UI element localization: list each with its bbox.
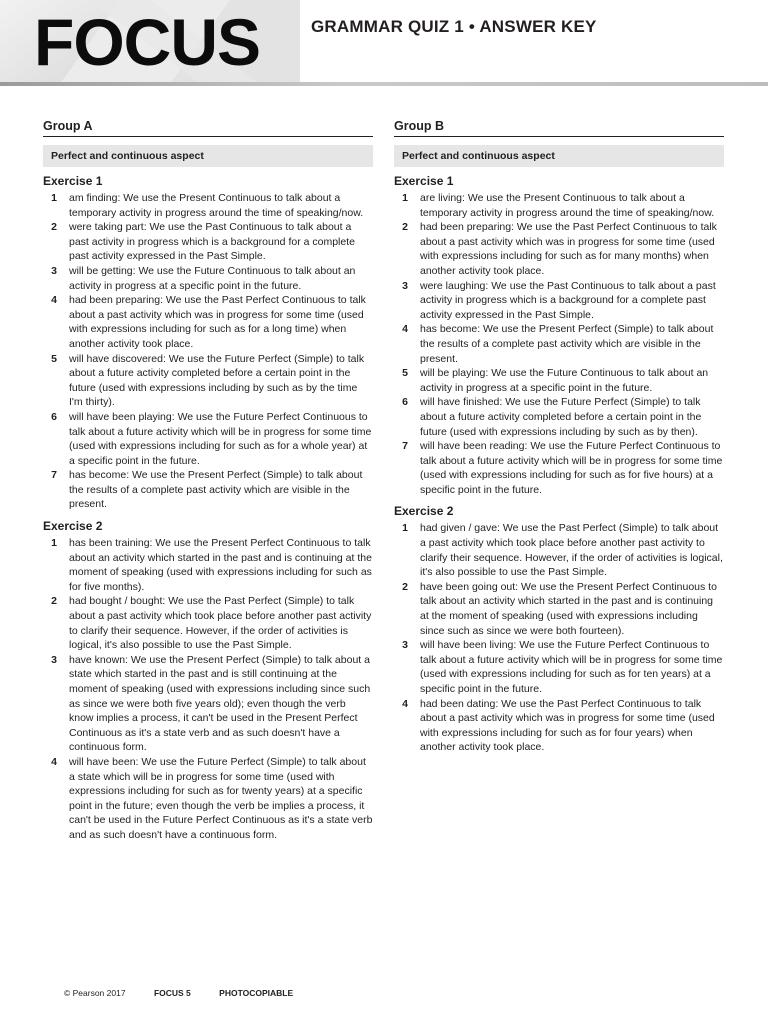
group-b-exercise-1-title: Exercise 1 [394,174,454,188]
footer-photocopiable: PHOTOCOPIABLE [219,988,294,998]
group-a-exercise-2-list [43,536,373,842]
group-b-exercise-1-list [394,191,724,497]
answer-number: 3 [51,264,57,277]
answer-item [43,410,373,468]
answer-item [394,521,724,579]
answer-number: 3 [402,639,408,652]
group-b-exercise-2-title: Exercise 2 [394,504,454,519]
answer-text: will have finished: We use the Future Perfect (Simple) to talk about a future activity completed before a certain point in the future (used with expressions including by such as by then). [420,396,702,438]
answer-item [394,439,724,497]
page-header [0,0,768,92]
answer-item [394,279,724,323]
page-footer [64,988,319,998]
answer-number: 4 [402,323,408,336]
answer-text: will be playing: We use the Future Continuous to talk about an activity in progress at a specific point in the future. [420,367,709,394]
answer-text: had been preparing: We use the Past Perfect Continuous to talk about a past activity which was in progress for some time (used with expressions including for such as for a long time) when another activity took place. [69,294,366,350]
answer-text: will have been: We use the Future Perfect (Simple) to talk about a state which will be in progress for some time (used with expressions including for such as for twenty years) at a specific point in the future; even though the verb be implies a process, it can't be used in the Future Perfect Continuous as it's a state verb and as such doesn't have a continuous form. [69,755,373,841]
answer-item [394,697,724,755]
group-b-column [394,118,724,755]
answer-item [43,220,373,264]
answer-number: 2 [51,595,57,608]
answer-text: has become: We use the Present Perfect (Simple) to talk about the results of a complete past activity which are visible in the present. [420,323,714,365]
group-a-section-heading: Perfect and continuous aspect [43,145,373,167]
group-b-exercise-2-list [394,521,724,755]
answer-text: had given / gave: We use the Past Perfect (Simple) to talk about a past activity which took place before another past activity to clarify their sequence. However, if the order of activities is logical, it's also possible to use the Past Simple. [420,522,723,579]
answer-item [394,322,724,366]
page-title: GRAMMAR QUIZ 1 • ANSWER KEY [311,17,597,36]
answer-item [43,755,373,843]
answer-item [43,352,373,410]
answer-number: 2 [402,221,408,234]
answer-item [43,264,373,293]
answer-item [43,594,373,652]
answer-text: will have been playing: We use the Future Perfect Continuous to talk about a future activity which will be in progress for some time (used with expressions including for such as for a whole year) at a specific point in the future. [69,410,372,467]
answer-text: will have been living: We use the Future Perfect Continuous to talk about a future activity which will be in progress for some time (used with expressions including for such as for ten years) at a specific point in the future. [420,639,723,695]
group-b-title: Group B [394,118,724,137]
answer-number: 5 [402,367,408,380]
answer-number: 3 [402,279,408,292]
footer-book-title: FOCUS 5 [153,988,191,998]
answer-text: have been going out: We use the Present Perfect Continuous to talk about an activity which started in the past and is continuing at the moment of speaking (used with expressions including since such as since we were both fourteen). [420,580,717,637]
answer-number: 5 [51,352,57,365]
answer-number: 4 [51,755,57,768]
footer-copyright: © Pearson 2017 [64,988,126,998]
answer-number: 7 [402,440,408,453]
answer-number: 1 [51,192,57,204]
group-a-exercise-2-title: Exercise 2 [43,519,103,534]
answer-text: has become: We use the Present Perfect (Simple) to talk about the results of a complete past activity which are visible in the present. [69,469,363,511]
answer-item [394,366,724,395]
answer-number: 1 [402,522,408,535]
group-a-title: Group A [43,118,373,137]
answer-item [394,395,724,439]
group-b-section-heading: Perfect and continuous aspect [394,145,724,167]
answer-number: 6 [402,396,408,409]
answer-text: have known: We use the Present Perfect (Simple) to talk about a state which started in the past and is still continuing at the moment of speaking (used with expressions including since such as since we were both five years old); even though the verb know implies a process, it can't be used in the Present Perfect Continuous as it's a state verb and as such doesn't have a continuous form. [69,653,371,754]
answer-item [43,653,373,755]
focus-logo: FOCUS [34,5,260,79]
answer-number: 1 [51,537,57,550]
group-a-exercise-1-list [43,191,373,512]
answer-text: will have discovered: We use the Future Perfect (Simple) to talk about a future activity completed before a certain point in the future (used with expressions including by such as by the time I'm thirty). [69,352,365,409]
answer-number: 2 [402,580,408,593]
group-a-column [43,118,373,843]
answer-text: were taking part: We use the Past Continuous to talk about a past activity in progress which is a background for a complete past activity expressed in the Past Simple. [69,221,355,263]
answer-number: 4 [51,294,57,307]
answer-item [394,638,724,696]
answer-item [43,191,373,220]
answer-number: 7 [51,469,57,482]
answer-text: had been dating: We use the Past Perfect Continuous to talk about a past activity which was in progress for some time (used with expressions including for such as for four years) when another activity took place. [420,697,715,754]
answer-number: 4 [402,697,408,710]
group-a-exercise-1-title: Exercise 1 [43,174,103,188]
answer-number: 1 [402,192,408,204]
answer-text: had bought / bought: We use the Past Perfect (Simple) to talk about a past activity which took place before another past activity to clarify their sequence. However, if the order of activities is logical, it's also possible to use the Past Simple. [69,595,372,652]
answer-number: 2 [51,221,57,234]
answer-text: were laughing: We use the Past Continuous to talk about a past activity in progress which is a background for a complete past activity expressed in the Past Simple. [420,279,716,321]
answer-item [394,191,724,220]
answer-text: had been preparing: We use the Past Perfect Continuous to talk about a past activity which was in progress for some time (used with expressions including for such as for many months) when another activity took place. [420,221,717,277]
answer-number: 6 [51,410,57,423]
answer-item [43,536,373,594]
answer-text: will be getting: We use the Future Continuous to talk about an activity in progress at a specific point in the future. [69,264,356,292]
answer-text: am finding: We use the Present Continuous to talk about a temporary activity in progress around the time of speaking/now. [69,192,364,219]
answer-item [394,220,724,278]
answer-text: will have been reading: We use the Future Perfect Continuous to talk about a future activity which will be in progress for some time (used with expressions including for such as for five hours) at a specific point in the future. [420,440,723,496]
answer-item [43,293,373,351]
answer-item [394,580,724,638]
answer-text: are living: We use the Present Continuous to talk about a temporary activity in progress around the time of speaking/now. [420,192,715,219]
header-divider-bar [0,82,768,86]
answer-item [43,468,373,512]
answer-number: 3 [51,653,57,666]
answer-text: has been training: We use the Present Perfect Continuous to talk about an activity which started in the past and is continuing at the moment of speaking (used with expressions including for such as for five months). [69,537,372,593]
